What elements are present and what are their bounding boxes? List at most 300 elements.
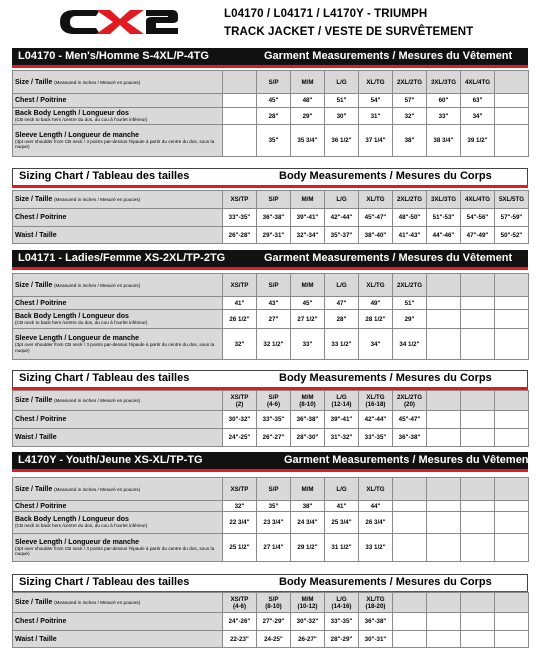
measurement-cell: 35" (257, 501, 291, 512)
garment-measurements-title: Garment Measurements / Mesures du Vêtement (264, 252, 513, 264)
measurement-cell: 45" (291, 297, 325, 310)
empty-cell (461, 391, 495, 411)
measurement-cell: 32" (393, 108, 427, 125)
measurement-cell: 28" (325, 310, 359, 329)
measurement-cell: 57"-59" (495, 209, 529, 227)
size-range: (4-6) (232, 602, 247, 610)
size-header-cell: M/M (291, 274, 325, 297)
measurement-cell: 34" (461, 108, 495, 125)
measurement-cell: 36"-38" (359, 613, 393, 631)
size-row-label (13, 593, 223, 613)
measurement-cell: 28"-29" (325, 631, 359, 648)
measurement-cell: 27 1/2" (291, 310, 325, 329)
empty-cell (495, 593, 529, 613)
measurement-cell: 33" (427, 108, 461, 125)
empty-cell (495, 501, 529, 512)
empty-cell (427, 631, 461, 648)
empty-cell (495, 613, 529, 631)
measurement-cell: 39"-41" (325, 411, 359, 429)
size-header-cell (257, 593, 291, 613)
table-row (13, 631, 529, 648)
measurement-cell: 38" (393, 125, 427, 157)
empty-cell (461, 329, 495, 360)
mens-garment-table (12, 70, 529, 157)
size-row-label-text: Size / Taille (15, 397, 53, 404)
empty-cell (495, 429, 529, 447)
empty-cell (427, 512, 461, 534)
measurement-cell: 32" (223, 329, 257, 360)
empty-cell (495, 534, 529, 562)
size-row-label (13, 274, 223, 297)
size-header-cell (291, 391, 325, 411)
measurement-cell: 22 3/4" (223, 512, 257, 534)
size-row-label-note: (Measured in inches / Mesuré en pouces) (53, 398, 141, 403)
measurement-cell: 26 1/2" (223, 310, 257, 329)
body-measurements-title: Body Measurements / Mesures du Corps (279, 170, 492, 182)
chest-row-label-text: Chest / Poitrine (15, 97, 67, 104)
empty-cell (393, 534, 427, 562)
measurement-cell: 35" (257, 125, 291, 157)
size-header-cell: L/G (325, 191, 359, 209)
empty-cell (427, 613, 461, 631)
ladies-section-title: L04171 - Ladies/Femme XS-2XL/TP-2TG (18, 252, 226, 264)
size-row-label-text: Size / Taille (15, 599, 53, 606)
measurement-cell: 45"-47" (393, 411, 427, 429)
size-header-cell (291, 593, 325, 613)
sleeve-length-row-label (13, 125, 223, 157)
empty-cell (393, 478, 427, 501)
empty-cell (427, 391, 461, 411)
measurement-cell: 24-25" (257, 631, 291, 648)
sleeve-length-row-label-note: (3pt over shoulder from CB neck / 3 points par-dessus l'épaule à partir du centre du dos, sous la nuque) (15, 545, 215, 556)
size-header-cell: L/G (325, 478, 359, 501)
size-row-label-text: Size / Taille (15, 78, 53, 86)
measurement-cell: 31 1/2" (325, 534, 359, 562)
measurement-cell: 32"-34" (291, 227, 325, 244)
measurement-cell: 41" (325, 501, 359, 512)
size-label: XS/TP (230, 393, 249, 401)
back-length-row-label-text: Back Body Length / Longueur dos (15, 109, 129, 117)
measurement-cell: 31" (359, 108, 393, 125)
sizing-chart-title: Sizing Chart / Tableau des tailles (19, 576, 190, 588)
measurement-cell: 38"-40" (359, 227, 393, 244)
table-row (13, 501, 529, 512)
size-header-cell (359, 391, 393, 411)
measurement-cell: 27" (257, 310, 291, 329)
chest-row-label (13, 613, 223, 631)
chest-row-label (13, 297, 223, 310)
empty-cell (495, 125, 529, 157)
empty-cell (495, 274, 529, 297)
sleeve-length-row-label (13, 329, 223, 360)
empty-cell (461, 613, 495, 631)
chest-row-label-text: Chest / Poitrine (15, 502, 67, 510)
red-divider (12, 469, 528, 472)
back-length-row-label (13, 512, 223, 534)
empty-cell (393, 512, 427, 534)
table-row (13, 125, 529, 157)
table-row (13, 534, 529, 562)
size-header-cell: L/G (325, 71, 359, 94)
empty-cell (495, 411, 529, 429)
empty-cell (495, 329, 529, 360)
measurement-cell: 51" (393, 297, 427, 310)
waist-row-label-text: Waist / Taille (15, 635, 57, 643)
measurement-cell: 63" (461, 94, 495, 108)
measurement-cell: 24 3/4" (291, 512, 325, 534)
measurement-cell: 26"-27" (257, 429, 291, 447)
measurement-cell: 27 1/4" (257, 534, 291, 562)
size-header-cell: XL/TG (359, 274, 393, 297)
measurement-cell: 26-27" (291, 631, 325, 648)
size-header-cell: S/P (257, 71, 291, 94)
table-row (13, 512, 529, 534)
measurement-cell: 49" (359, 297, 393, 310)
size-header-cell: M/M (291, 478, 325, 501)
empty-cell (461, 593, 495, 613)
measurement-cell: 28"-30" (291, 429, 325, 447)
measurement-cell: 47" (325, 297, 359, 310)
table-row (13, 71, 529, 94)
red-divider (12, 185, 528, 188)
size-row-label (13, 478, 223, 501)
youth-sizing-header (12, 574, 528, 591)
chest-row-label-text: Chest / Poitrine (15, 618, 67, 625)
back-length-row-label-note: (CB neck to back hem /centre du dos, du cou à l'ourlet inférieur) (15, 319, 148, 325)
table-row (13, 108, 529, 125)
size-range: (8-10) (299, 400, 316, 408)
sleeve-length-row-label-text: Sleeve Length / Longueur de manche (15, 538, 140, 546)
table-row (13, 274, 529, 297)
empty-cell (427, 329, 461, 360)
size-header-cell: S/P (257, 274, 291, 297)
empty-cell (427, 501, 461, 512)
youth-garment-header (12, 452, 533, 469)
size-row-label-text: Size / Taille (15, 196, 53, 203)
empty-cell (461, 534, 495, 562)
chest-row-label (13, 501, 223, 512)
measurement-cell: 33 1/2" (325, 329, 359, 360)
size-range: (18-20) (365, 602, 386, 610)
youth-garment-table (12, 477, 529, 562)
back-length-row-label (13, 310, 223, 329)
size-range: (14-16) (331, 602, 352, 610)
empty-cell (495, 391, 529, 411)
measurement-cell: 30"-31" (359, 631, 393, 648)
measurement-cell: 28" (257, 108, 291, 125)
size-range: (2) (235, 400, 244, 408)
size-header-cell: M/M (291, 71, 325, 94)
size-label: S/P (268, 595, 279, 603)
size-header-cell: S/P (257, 478, 291, 501)
measurement-cell: 45"-47" (359, 209, 393, 227)
empty-cell (495, 478, 529, 501)
size-label: XS/TP (230, 595, 249, 603)
empty-cell (427, 297, 461, 310)
measurement-cell: 60" (427, 94, 461, 108)
youth-body-table (12, 592, 529, 648)
waist-row-label (13, 429, 223, 447)
size-row-label (13, 71, 223, 94)
size-row-label-text: Size / Taille (15, 281, 53, 289)
size-header-cell (223, 593, 257, 613)
measurement-cell: 33 1/2" (359, 534, 393, 562)
size-row-label-note: (Measured in inches / Mesuré en pouces) (53, 282, 141, 288)
sleeve-length-row-label-text: Sleeve Length / Longueur de manche (15, 335, 140, 343)
measurement-cell: 51" (325, 94, 359, 108)
size-header-cell: XL/TG (359, 71, 393, 94)
empty-cell (427, 429, 461, 447)
measurement-cell: 39"-41" (291, 209, 325, 227)
measurement-cell: 38" (291, 501, 325, 512)
sleeve-length-row-label (13, 534, 223, 562)
back-length-row-label (13, 108, 223, 125)
size-label: M/M (301, 393, 314, 401)
measurement-cell: 57" (393, 94, 427, 108)
measurement-cell: 54"-56" (461, 209, 495, 227)
measurement-cell: 36"-38" (257, 209, 291, 227)
chest-row-label-text: Chest / Poitrine (15, 416, 67, 423)
document-title-line2: TRACK JACKET / VESTE DE SURVÊTEMENT (224, 26, 474, 38)
empty-cell (495, 108, 529, 125)
mens-garment-header (12, 48, 528, 65)
size-range: (16-18) (365, 400, 386, 408)
empty-cell (393, 631, 427, 648)
measurement-cell: 28 1/2" (359, 310, 393, 329)
measurement-cell: 35"-37" (325, 227, 359, 244)
empty-cell (427, 411, 461, 429)
empty-cell (427, 310, 461, 329)
empty-cell (223, 108, 257, 125)
measurement-cell: 48" (291, 94, 325, 108)
empty-cell (495, 512, 529, 534)
garment-measurements-title: Garment Measurements / Mesures du Vêtement (284, 454, 533, 466)
empty-cell (223, 125, 257, 157)
chest-row-label-text: Chest / Poitrine (15, 299, 67, 307)
table-row (13, 191, 529, 209)
table-row (13, 297, 529, 310)
size-header-cell: 2XL/2TG (393, 274, 427, 297)
chest-row-label (13, 94, 223, 108)
size-range: (8-10) (265, 602, 282, 610)
empty-cell (223, 94, 257, 108)
measurement-cell: 41" (223, 297, 257, 310)
measurement-cell: 51"-53" (427, 209, 461, 227)
mens-body-table (12, 190, 529, 244)
sleeve-length-row-label-text: Sleeve Length / Longueur de manche (15, 131, 140, 139)
body-measurements-title: Body Measurements / Mesures du Corps (279, 576, 492, 588)
size-header-cell: XL/TG (359, 478, 393, 501)
measurement-cell: 29"-31" (257, 227, 291, 244)
size-header-cell (325, 593, 359, 613)
empty-cell (461, 310, 495, 329)
empty-cell (461, 411, 495, 429)
size-header-cell: 3XL/3TG (427, 191, 461, 209)
size-header-cell: XS/TP (223, 274, 257, 297)
measurement-cell: 37 1/4" (359, 125, 393, 157)
back-length-row-label-note: (CB neck to back hem /centre du dos, du cou à l'ourlet inférieur) (15, 116, 148, 122)
empty-cell (495, 297, 529, 310)
measurement-cell: 47"-49" (461, 227, 495, 244)
size-header-cell: XS/TP (223, 191, 257, 209)
table-row (13, 593, 529, 613)
table-row (13, 391, 529, 411)
measurement-cell: 30"-32" (223, 411, 257, 429)
measurement-cell: 25 1/2" (223, 534, 257, 562)
measurement-cell: 50"-52" (495, 227, 529, 244)
empty-cell (223, 71, 257, 94)
measurement-cell: 44"-46" (427, 227, 461, 244)
empty-cell (495, 71, 529, 94)
measurement-cell: 27"-29" (257, 613, 291, 631)
measurement-cell: 33"-35" (223, 209, 257, 227)
measurement-cell: 30" (325, 108, 359, 125)
measurement-cell: 48"-50" (393, 209, 427, 227)
table-row (13, 411, 529, 429)
measurement-cell: 43" (257, 297, 291, 310)
measurement-cell: 42"-44" (325, 209, 359, 227)
measurement-cell: 44" (359, 501, 393, 512)
measurement-cell: 30"-32" (291, 613, 325, 631)
measurement-cell: 26"-28" (223, 227, 257, 244)
mens-sizing-header (12, 168, 528, 185)
empty-cell (461, 274, 495, 297)
measurement-cell: 54" (359, 94, 393, 108)
measurement-cell: 34 1/2" (393, 329, 427, 360)
measurement-cell: 36"-38" (291, 411, 325, 429)
empty-cell (461, 512, 495, 534)
size-header-cell: XL/TG (359, 191, 393, 209)
youth-section-title: L4170Y - Youth/Jeune XS-XL/TP-TG (18, 454, 203, 466)
mens-section-title: L04170 - Men's/Homme S-4XL/P-4TG (18, 50, 209, 62)
size-header-cell (257, 391, 291, 411)
measurement-cell: 39 1/2" (461, 125, 495, 157)
chest-row-label (13, 411, 223, 429)
measurement-cell: 29" (393, 310, 427, 329)
size-row-label-note: (Measured in inches / Mesuré en pouces) (53, 486, 141, 492)
measurement-cell: 25 3/4" (325, 512, 359, 534)
measurement-cell: 41"-43" (393, 227, 427, 244)
ladies-garment-header (12, 250, 528, 267)
back-length-row-label-note: (CB neck to back hem /centre du dos, du cou à l'ourlet inférieur) (15, 523, 148, 529)
size-header-cell: M/M (291, 191, 325, 209)
empty-cell (427, 593, 461, 613)
table-row (13, 227, 529, 244)
size-header-cell: S/P (257, 191, 291, 209)
empty-cell (495, 94, 529, 108)
empty-cell (495, 310, 529, 329)
empty-cell (461, 501, 495, 512)
empty-cell (393, 613, 427, 631)
measurement-cell: 38 3/4" (427, 125, 461, 157)
measurement-cell: 33" (291, 329, 325, 360)
waist-row-label-text: Waist / Taille (15, 434, 57, 441)
empty-cell (427, 274, 461, 297)
waist-row-label (13, 631, 223, 648)
table-row (13, 310, 529, 329)
empty-cell (461, 478, 495, 501)
sizing-chart-title: Sizing Chart / Tableau des tailles (19, 170, 190, 182)
measurement-cell: 29 1/2" (291, 534, 325, 562)
size-label: 2XL/2TG (396, 393, 423, 401)
sleeve-length-row-label-note: (3pt over shoulder from CB neck / 3 points par-dessus l'épaule à partir du centre du dos, sous la nuque) (15, 138, 215, 149)
back-length-row-label-text: Back Body Length / Longueur dos (15, 312, 129, 320)
measurement-cell: 33"-35" (257, 411, 291, 429)
sizing-chart-title: Sizing Chart / Tableau des tailles (19, 372, 190, 384)
cx2-logo (56, 8, 180, 36)
measurement-cell: 26 3/4" (359, 512, 393, 534)
size-range: (12-14) (331, 400, 352, 408)
size-label: XL/TG (366, 595, 385, 603)
table-row (13, 94, 529, 108)
chest-row-label-text: Chest / Poitrine (15, 214, 67, 221)
measurement-cell: 42"-44" (359, 411, 393, 429)
measurement-cell: 35 3/4" (291, 125, 325, 157)
measurement-cell: 33"-35" (325, 613, 359, 631)
body-measurements-title: Body Measurements / Mesures du Corps (279, 372, 492, 384)
size-row-label-note: (Measured in inches / Mesuré en pouces) (53, 600, 141, 605)
empty-cell (393, 593, 427, 613)
size-header-cell: 4XL/4TG (461, 71, 495, 94)
size-row-label (13, 191, 223, 209)
table-row (13, 478, 529, 501)
measurement-cell: 33"-35" (359, 429, 393, 447)
measurement-cell: 22-23" (223, 631, 257, 648)
size-label: L/G (336, 393, 347, 401)
measurement-cell: 34" (359, 329, 393, 360)
back-length-row-label-text: Back Body Length / Longueur dos (15, 516, 129, 524)
measurement-cell: 24"-25" (223, 429, 257, 447)
empty-cell (461, 631, 495, 648)
size-row-label-note: (Measured in inches / Mesuré en pouces) (53, 197, 141, 202)
red-divider (12, 65, 528, 68)
size-range: (10-12) (297, 602, 318, 610)
ladies-garment-table (12, 273, 529, 360)
size-header-cell: L/G (325, 274, 359, 297)
empty-cell (427, 478, 461, 501)
size-label: L/G (336, 595, 347, 603)
ladies-body-table (12, 390, 529, 447)
size-row-label (13, 391, 223, 411)
size-header-cell (393, 391, 427, 411)
sleeve-length-row-label-note: (3pt over shoulder from CB neck / 3 points par-dessus l'épaule à partir du centre du dos, sous la nuque) (15, 342, 215, 353)
measurement-cell: 45" (257, 94, 291, 108)
measurement-cell: 36 1/2" (325, 125, 359, 157)
chest-row-label (13, 209, 223, 227)
measurement-cell: 23 3/4" (257, 512, 291, 534)
size-header-cell: 4XL/4TG (461, 191, 495, 209)
empty-cell (495, 631, 529, 648)
size-range: (4-6) (266, 400, 281, 408)
measurement-cell: 32 1/2" (257, 329, 291, 360)
table-row (13, 429, 529, 447)
size-header-cell: XS/TP (223, 478, 257, 501)
measurement-cell: 24"-26" (223, 613, 257, 631)
empty-cell (427, 534, 461, 562)
size-header-cell: 2XL/2TG (393, 71, 427, 94)
size-row-label-text: Size / Taille (15, 485, 53, 493)
size-row-label-note: (Measured in inches / Mesuré en pouces) (53, 79, 141, 85)
empty-cell (461, 429, 495, 447)
table-row (13, 613, 529, 631)
waist-row-label (13, 227, 223, 244)
size-header-cell (325, 391, 359, 411)
size-label: S/P (268, 393, 279, 401)
measurement-cell: 31"-32" (325, 429, 359, 447)
garment-measurements-title: Garment Measurements / Mesures du Vêtement (264, 50, 513, 62)
table-row (13, 329, 529, 360)
size-header-cell: 5XL/5TG (495, 191, 529, 209)
